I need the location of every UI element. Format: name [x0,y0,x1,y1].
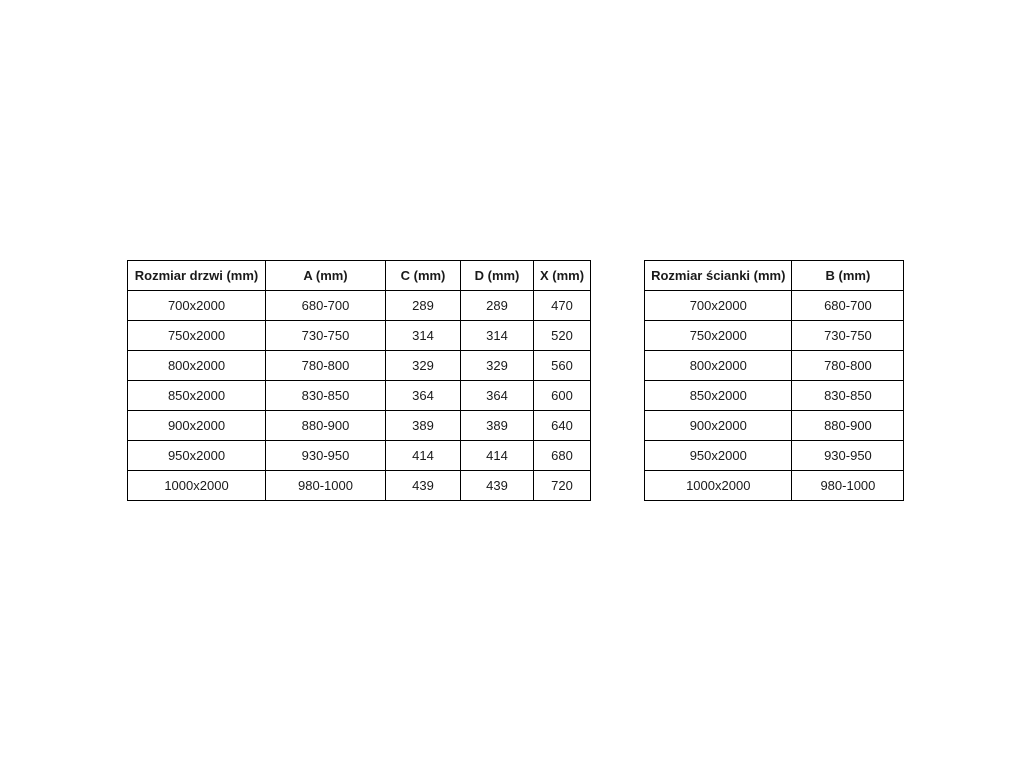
table-cell: 289 [386,291,461,321]
table-cell: 830-850 [792,381,904,411]
wall-size-table [644,260,904,501]
table-cell: 880-900 [792,411,904,441]
table-cell: 780-800 [266,351,386,381]
table-cell: 520 [534,321,591,351]
table-cell: 680-700 [792,291,904,321]
table-row [645,471,904,501]
table-cell: 700x2000 [128,291,266,321]
table-cell: 800x2000 [128,351,266,381]
header-cell: C (mm) [386,261,461,291]
table-cell: 289 [461,291,534,321]
table-row [128,411,591,441]
header-cell: B (mm) [792,261,904,291]
table-row [645,351,904,381]
table-cell: 850x2000 [645,381,792,411]
table-row [645,321,904,351]
table-cell: 470 [534,291,591,321]
table-row [645,381,904,411]
table-cell: 1000x2000 [645,471,792,501]
table-cell: 730-750 [792,321,904,351]
table-cell: 640 [534,411,591,441]
table-cell: 364 [461,381,534,411]
table-cell: 439 [461,471,534,501]
table-row [128,291,591,321]
header-cell: D (mm) [461,261,534,291]
table-cell: 930-950 [266,441,386,471]
table-cell: 780-800 [792,351,904,381]
header-cell: Rozmiar drzwi (mm) [128,261,266,291]
table-cell: 950x2000 [128,441,266,471]
table-cell: 850x2000 [128,381,266,411]
table-header-row [128,261,591,291]
table-cell: 364 [386,381,461,411]
table-cell: 750x2000 [128,321,266,351]
table-cell: 800x2000 [645,351,792,381]
table-cell: 329 [461,351,534,381]
table-cell: 389 [461,411,534,441]
table-cell: 900x2000 [128,411,266,441]
table-header-row [645,261,904,291]
table-cell: 680 [534,441,591,471]
table-row [128,471,591,501]
table-cell: 600 [534,381,591,411]
table-cell: 900x2000 [645,411,792,441]
table-row [645,411,904,441]
table-row [645,441,904,471]
table-cell: 414 [386,441,461,471]
table-row [128,381,591,411]
table-cell: 439 [386,471,461,501]
table-cell: 750x2000 [645,321,792,351]
table-cell: 980-1000 [792,471,904,501]
size-tables-container [127,260,904,501]
table-cell: 880-900 [266,411,386,441]
header-cell: A (mm) [266,261,386,291]
table-cell: 414 [461,441,534,471]
table-cell: 314 [461,321,534,351]
table-row [128,441,591,471]
table-cell: 950x2000 [645,441,792,471]
table-cell: 700x2000 [645,291,792,321]
table-cell: 1000x2000 [128,471,266,501]
table-cell: 830-850 [266,381,386,411]
table-cell: 980-1000 [266,471,386,501]
table-row [645,291,904,321]
table-cell: 930-950 [792,441,904,471]
table-row [128,321,591,351]
header-cell: X (mm) [534,261,591,291]
table-cell: 314 [386,321,461,351]
table-row [128,351,591,381]
table-cell: 329 [386,351,461,381]
door-size-table [127,260,591,501]
table-cell: 730-750 [266,321,386,351]
table-cell: 560 [534,351,591,381]
table-cell: 720 [534,471,591,501]
table-cell: 389 [386,411,461,441]
header-cell: Rozmiar ścianki (mm) [645,261,792,291]
table-cell: 680-700 [266,291,386,321]
